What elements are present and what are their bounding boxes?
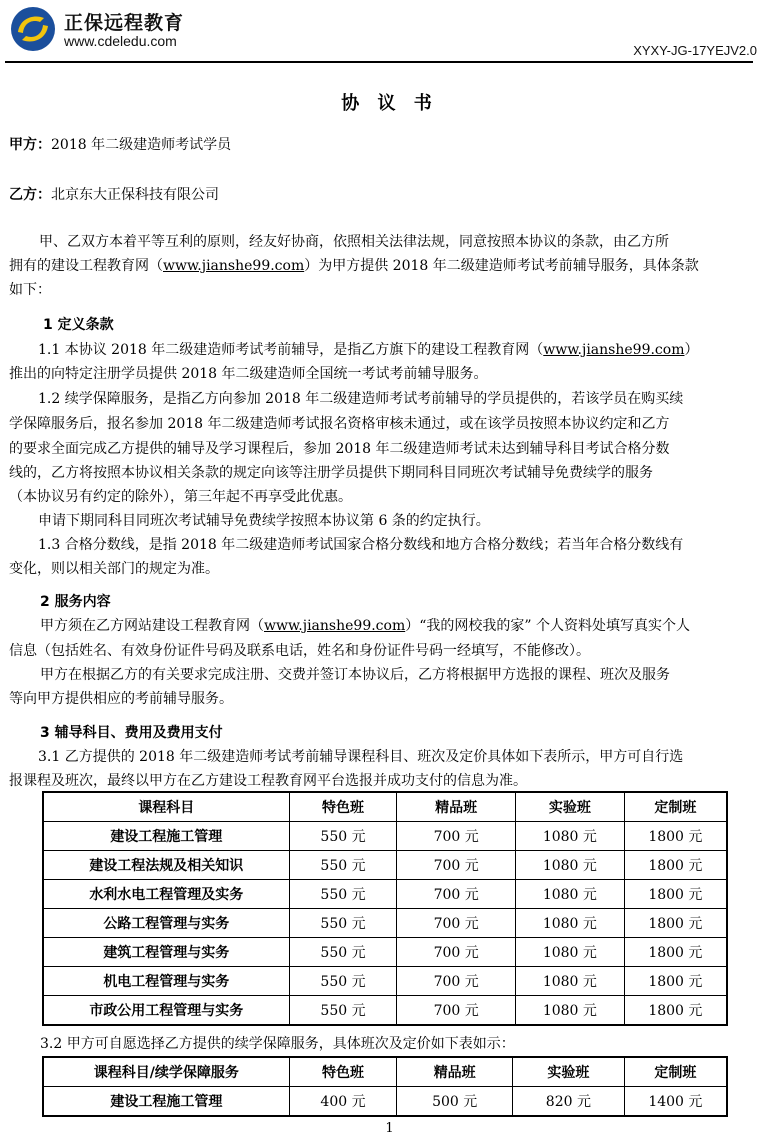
intro-text: 拥有的建设工程教育网（ xyxy=(9,258,163,274)
header-divider xyxy=(5,61,753,63)
price-cell: 700 元 xyxy=(397,938,516,967)
section-2-p2-line-1: 甲方在根据乙方的有关要求完成注册、交费并签订本协议后，乙方将根据甲方选报的课程、班次及服务 xyxy=(40,667,670,683)
clause-1-3-line-2: 变化，则以相关部门的规定为准。 xyxy=(9,561,219,577)
price-cell: 700 元 xyxy=(397,909,516,938)
brand-url[interactable]: www.cdeledu.com xyxy=(64,33,177,49)
price-cell: 400 元 xyxy=(289,1087,397,1117)
table-row xyxy=(43,996,727,1026)
price-cell: 700 元 xyxy=(397,996,516,1026)
page-number: 1 xyxy=(385,1121,394,1136)
course-subject-cell: 水利水电工程管理及实务 xyxy=(43,880,289,909)
clause-1-2-line-5: （本协议另有约定的除外），第三年起不再享受此优惠。 xyxy=(9,489,352,505)
price-cell: 1080 元 xyxy=(516,938,625,967)
price-cell: 1400 元 xyxy=(624,1087,727,1117)
course-subject-cell: 建设工程施工管理 xyxy=(43,822,289,851)
intro-line-3: 如下： xyxy=(9,282,51,298)
table-header-row xyxy=(43,792,727,822)
course-subject-cell: 建设工程施工管理 xyxy=(43,1087,289,1117)
clause-1-3-line-1: 1.3 合格分数线，是指 2018 年二级建造师考试国家合格分数线和地方合格分数线；若当年合格分数线有 xyxy=(38,537,684,553)
price-cell: 1800 元 xyxy=(624,851,727,880)
section-2-p1-line-2: 信息（包括姓名、有效身份证件号码及联系电话，姓名和身份证件号码一经填写，不能修改）。 xyxy=(9,643,590,659)
table-row xyxy=(43,880,727,909)
clause-3-1-line-1: 3.1 乙方提供的 2018 年二级建造师考试考前辅导课程科目、班次及定价具体如下表所示，甲方可自行选 xyxy=(38,749,684,765)
pricing-table xyxy=(42,791,728,1026)
price-cell: 550 元 xyxy=(289,822,397,851)
section-3-heading: 3 辅导科目、费用及费用支付 xyxy=(40,725,223,741)
price-cell: 1080 元 xyxy=(516,822,625,851)
price-cell: 1800 元 xyxy=(624,822,727,851)
party-b xyxy=(9,185,769,205)
price-cell: 550 元 xyxy=(289,851,397,880)
price-cell: 1800 元 xyxy=(624,967,727,996)
section-2-heading: 2 服务内容 xyxy=(40,594,111,610)
col-header: 特色班 xyxy=(289,1057,397,1087)
price-cell: 700 元 xyxy=(397,880,516,909)
section-1-heading: 1 定义条款 xyxy=(43,317,114,333)
party-b-value: 北京东大正保科技有限公司 xyxy=(51,187,219,203)
price-cell: 550 元 xyxy=(289,967,397,996)
col-header: 实验班 xyxy=(516,792,625,822)
clause-3-2: 3.2 甲方可自愿选择乙方提供的续学保障服务，具体班次及定价如下表如示： xyxy=(40,1036,515,1052)
section-text: 甲方须在乙方网站建设工程教育网（ xyxy=(40,618,264,634)
jianshe99-link[interactable]: www.jianshe99.com xyxy=(543,342,685,358)
intro-line-2 xyxy=(9,256,769,276)
party-b-label: 乙方： xyxy=(9,187,51,203)
col-header: 精品班 xyxy=(397,1057,513,1087)
clause-1-1-line-1 xyxy=(38,340,779,360)
price-cell: 700 元 xyxy=(397,851,516,880)
intro-line-1: 甲、乙双方本着平等互利的原则，经友好协商，依照相关法律法规，同意按照本协议的条款，由乙方所 xyxy=(39,234,669,250)
table-row xyxy=(43,1087,727,1117)
col-header: 课程科目/续学保障服务 xyxy=(43,1057,289,1087)
price-cell: 1800 元 xyxy=(624,996,727,1026)
section-text: ）“我的网校我的家” 个人资料处填写真实个人 xyxy=(405,618,690,634)
table-row xyxy=(43,938,727,967)
table-row xyxy=(43,967,727,996)
intro-text: ）为甲方提供 2018 年二级建造师考试考前辅导服务，具体条款 xyxy=(304,258,699,274)
price-cell: 550 元 xyxy=(289,909,397,938)
price-cell: 1800 元 xyxy=(624,909,727,938)
clause-1-2-line-4: 线的，乙方将按照本协议相关条款的规定向该等注册学员提供下期同科目同班次考试辅导免费续学的服务 xyxy=(9,465,653,481)
price-cell: 700 元 xyxy=(397,822,516,851)
jianshe99-link[interactable]: www.jianshe99.com xyxy=(163,258,305,274)
clause-text: ） xyxy=(684,342,699,358)
party-a-value: 2018 年二级建造师考试学员 xyxy=(51,137,232,153)
price-cell: 1080 元 xyxy=(516,996,625,1026)
price-cell: 550 元 xyxy=(289,880,397,909)
party-a-label: 甲方： xyxy=(9,137,51,153)
continuation-pricing-table xyxy=(42,1056,728,1117)
price-cell: 1080 元 xyxy=(516,967,625,996)
col-header: 定制班 xyxy=(624,1057,727,1087)
clause-1-2-line-2: 学保障服务后，报名参加 2018 年二级建造师考试报名资格审核未通过，或在该学员按照本协议约定和乙方 xyxy=(9,416,670,432)
price-cell: 550 元 xyxy=(289,996,397,1026)
section-2-p1-line-1 xyxy=(40,616,779,636)
price-cell: 1800 元 xyxy=(624,880,727,909)
price-cell: 1080 元 xyxy=(516,851,625,880)
course-subject-cell: 市政公用工程管理与实务 xyxy=(43,996,289,1026)
clause-1-2-line-1: 1.2 续学保障服务，是指乙方向参加 2018 年二级建造师考试考前辅导的学员提供的，若该学员在购买续 xyxy=(38,391,684,407)
course-subject-cell: 机电工程管理与实务 xyxy=(43,967,289,996)
section-2-p2-line-2: 等向甲方提供相应的考前辅导服务。 xyxy=(9,691,233,707)
price-cell: 1080 元 xyxy=(516,880,625,909)
col-header: 课程科目 xyxy=(43,792,289,822)
clause-1-2-line-3: 的要求全面完成乙方提供的辅导及学习课程后，参加 2018 年二级建造师考试未达到辅导科目考试合格分数 xyxy=(9,441,670,457)
jianshe99-link[interactable]: www.jianshe99.com xyxy=(264,618,406,634)
col-header: 特色班 xyxy=(289,792,397,822)
clause-1-1-line-2: 推出的向特定注册学员提供 2018 年二级建造师全国统一考试考前辅导服务。 xyxy=(9,366,488,382)
course-subject-cell: 建设工程法规及相关知识 xyxy=(43,851,289,880)
course-subject-cell: 建筑工程管理与实务 xyxy=(43,938,289,967)
price-cell: 500 元 xyxy=(397,1087,513,1117)
price-cell: 550 元 xyxy=(289,938,397,967)
table-header-row xyxy=(43,1057,727,1087)
col-header: 实验班 xyxy=(513,1057,625,1087)
col-header: 精品班 xyxy=(397,792,516,822)
table-row xyxy=(43,822,727,851)
clause-1-2-line-6: 申请下期同科目同班次考试辅导免费续学按照本协议第 6 条的约定执行。 xyxy=(38,513,490,529)
price-cell: 700 元 xyxy=(397,967,516,996)
course-subject-cell: 公路工程管理与实务 xyxy=(43,909,289,938)
col-header: 定制班 xyxy=(624,792,727,822)
brand-name: 正保远程教育 xyxy=(64,12,185,34)
document-code: XYXY-JG-17YEJV2.0 xyxy=(633,43,757,58)
clause-text: 1.1 本协议 2018 年二级建造师考试考前辅导，是指乙方旗下的建设工程教育网（ xyxy=(38,342,544,358)
party-a xyxy=(9,135,769,155)
price-cell: 820 元 xyxy=(513,1087,625,1117)
price-cell: 1080 元 xyxy=(516,909,625,938)
page-title: 协 议 书 xyxy=(341,93,438,114)
price-cell: 1800 元 xyxy=(624,938,727,967)
cdel-logo-icon xyxy=(10,6,56,52)
clause-3-1-line-2: 报课程及班次，最终以甲方在乙方建设工程教育网平台选报并成功支付的信息为准。 xyxy=(9,773,527,789)
table-row xyxy=(43,851,727,880)
table-row xyxy=(43,909,727,938)
